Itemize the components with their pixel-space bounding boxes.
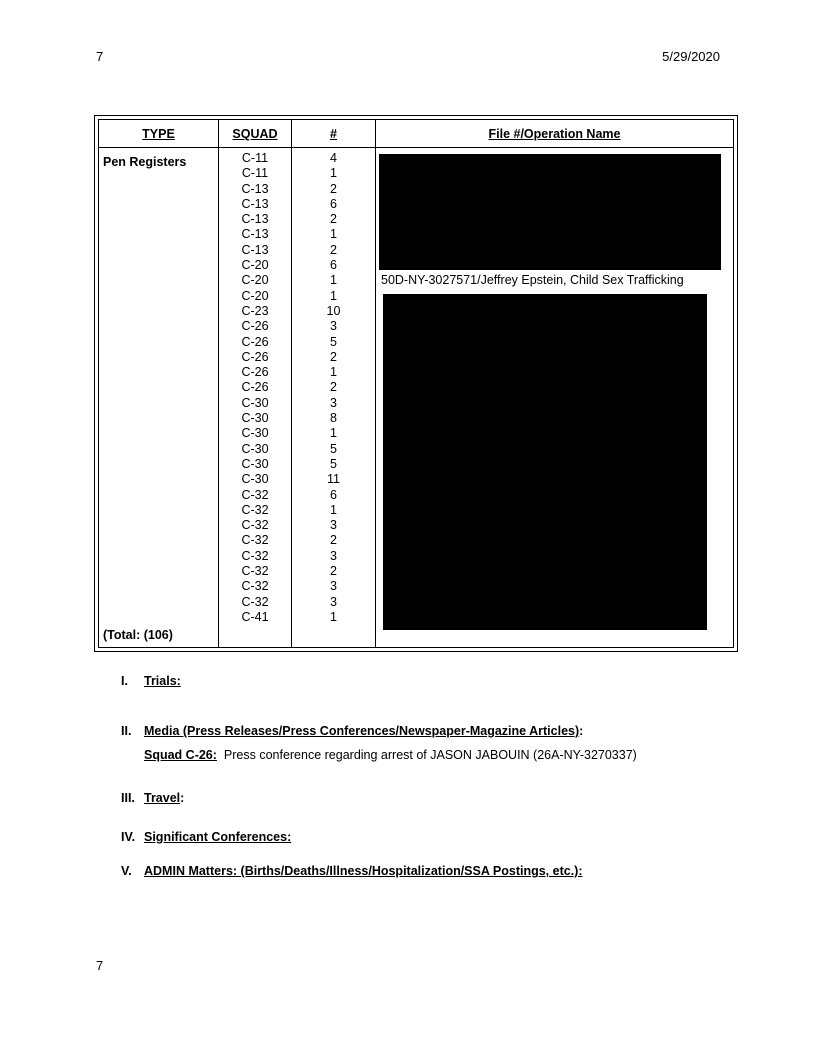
section-admin [121,864,583,878]
count-cell: 1 [330,609,337,624]
header-type: TYPE [142,127,175,141]
count-cell: 2 [330,380,337,395]
page-date: 5/29/2020 [662,49,720,64]
squad-cell: C-13 [241,227,269,242]
squad-cell: C-26 [241,319,269,334]
squad-cell: C-20 [241,273,269,288]
column-divider [375,120,376,647]
page-number-bottom: 7 [96,958,104,973]
table-inner-border [98,119,734,648]
squad-column [219,151,291,625]
count-cell: 1 [330,166,337,181]
section-number: III. [121,791,135,805]
count-cell: 1 [330,227,337,242]
count-cell: 3 [330,594,337,609]
count-cell: 1 [330,365,337,380]
squad-cell: C-20 [241,288,269,303]
squad-cell: C-26 [241,380,269,395]
squad-cell: C-32 [241,564,269,579]
squad-cell: C-26 [241,365,269,380]
header-file: File #/Operation Name [488,127,621,141]
count-cell: 5 [330,441,337,456]
squad-cell: C-32 [241,487,269,502]
squad-cell: C-32 [241,533,269,548]
squad-cell: C-32 [241,548,269,563]
count-cell: 10 [326,303,341,318]
section-title: Significant Conferences: [144,830,292,844]
visible-file-entry: 50D-NY-3027571/Jeffrey Epstein, Child Sex Trafficking [381,273,684,288]
count-column [292,151,375,625]
squad-cell: C-13 [241,212,269,227]
count-cell: 2 [330,181,337,196]
squad-cell: C-30 [241,472,269,487]
squad-cell: C-11 [241,151,269,165]
total-label: (Total: (106) [103,628,173,642]
count-cell: 1 [330,502,337,517]
section-title: Travel [144,791,181,805]
count-cell: 3 [330,395,337,410]
media-detail [144,748,637,762]
redaction-block-bottom [383,294,707,630]
count-cell: 2 [330,564,337,579]
squad-cell: C-26 [241,349,269,364]
section-number: I. [121,674,128,688]
count-cell: 6 [330,196,337,211]
section-number: II. [121,724,132,738]
count-cell: 1 [330,288,337,303]
section-number: V. [121,864,132,878]
count-cell: 6 [330,487,337,502]
squad-cell: C-30 [241,395,269,410]
header-divider [99,147,733,148]
section-trials [121,674,181,688]
header-squad: SQUAD [232,127,278,141]
section-media [121,724,583,738]
count-cell: 1 [330,273,337,288]
count-cell: 3 [330,548,337,563]
count-cell: 2 [330,242,337,257]
squad-cell: C-13 [241,196,269,211]
squad-cell: C-32 [241,518,269,533]
squad-cell: C-32 [241,502,269,517]
page-number-top: 7 [96,49,104,64]
count-cell: 3 [330,518,337,533]
count-cell: 1 [330,426,337,441]
count-cell: 2 [330,533,337,548]
section-conferences [121,830,291,844]
squad-cell: C-26 [241,334,269,349]
pen-registers-table [94,115,738,652]
squad-cell: C-41 [241,609,269,624]
squad-cell: C-23 [241,303,269,318]
header-count: # [330,127,337,141]
media-detail-text: Press conference regarding arrest of JASON JABOUIN (26A-NY-3270337) [223,748,637,762]
squad-cell: C-13 [241,242,269,257]
squad-cell: C-13 [241,181,269,196]
section-travel [121,791,184,805]
section-title-tail: : [180,791,185,805]
squad-cell: C-32 [241,579,269,594]
count-cell: 6 [330,258,337,273]
count-cell: 2 [330,349,337,364]
count-cell: 3 [330,319,337,334]
media-detail-squad: Squad C-26: [144,748,217,762]
redaction-block-top [379,154,721,270]
type-label: Pen Registers [103,155,187,169]
section-title: Trials: [144,674,181,688]
count-cell: 2 [330,212,337,227]
squad-cell: C-30 [241,456,269,471]
section-title: ADMIN Matters: (Births/Deaths/Illness/Hospitalization/SSA Postings, etc.): [144,864,583,878]
count-cell: 5 [330,334,337,349]
count-cell: 8 [330,411,337,426]
count-cell: 3 [330,579,337,594]
squad-cell: C-20 [241,258,269,273]
section-title: Media (Press Releases/Press Conferences/Newspaper-Magazine Articles) [144,724,580,738]
count-cell: 11 [327,472,340,487]
section-number: IV. [121,830,136,844]
squad-cell: C-32 [241,594,269,609]
squad-cell: C-11 [241,166,269,181]
squad-cell: C-30 [241,411,269,426]
section-title-tail: : [579,724,584,738]
count-cell: 4 [330,151,337,165]
squad-cell: C-30 [241,426,269,441]
count-cell: 5 [330,456,337,471]
squad-cell: C-30 [241,441,269,456]
